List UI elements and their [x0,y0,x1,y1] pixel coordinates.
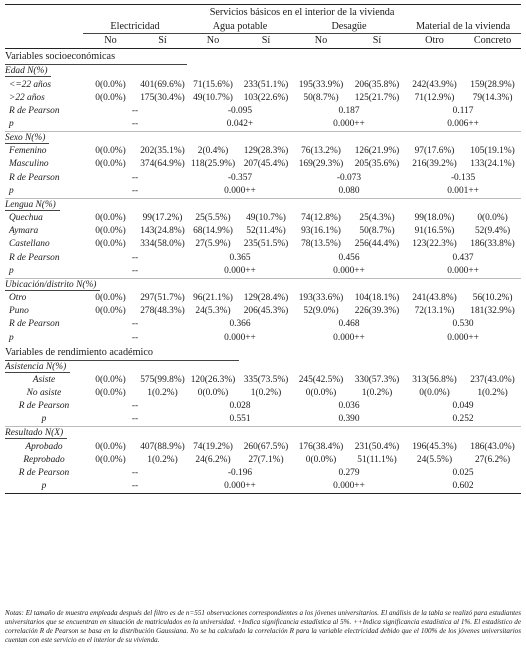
table-cell: 237(43.0%) [470,375,515,386]
stat-value: -- [131,105,139,116]
table-cell: 195(33.9%) [298,79,344,90]
stat-label: p [41,414,47,425]
table-cell: 71(12.9%) [414,92,455,103]
services-table [5,4,521,494]
stat-value: 0.000++ [224,185,256,196]
table-cell: 0(0.0%) [95,92,126,103]
stat-label: R de Pearson [9,319,60,330]
stat-value: 0.000++ [293,480,405,494]
table-cell: 226(39.3%) [354,306,400,317]
stat-value: -0.357 [227,172,253,183]
group-title-edad: Edad N(%) [5,66,51,77]
table-cell: 123(22.3%) [412,239,457,250]
table-cell: 245(42.5%) [298,375,344,386]
stat-value: 0.252 [452,414,474,425]
table-cell: 99(17.2%) [142,213,183,224]
table-cell: 186(33.8%) [470,239,515,250]
table-cell: 181(32.9%) [470,306,515,317]
table-cell: 401(69.6%) [140,79,185,90]
table-cell: 52(9.0%) [303,306,339,317]
table-cell: 91(16.5%) [414,226,455,237]
table-cell: 0(0.0%) [95,226,126,237]
table-cell: 24(5.5%) [416,455,453,466]
stat-value: -- [131,265,139,276]
table-row [5,225,521,238]
stat-value: -- [131,185,139,196]
table-cell: 297(51.7%) [140,293,185,304]
stat-value: 0.390 [338,414,360,425]
stat-value: -0.196 [227,468,253,479]
table-row [5,305,521,318]
stat-value: 0.006++ [447,118,479,129]
table-cell: 120(26.3%) [190,375,236,386]
table-cell: 1(0.2%) [147,455,178,466]
table-cell: 278(48.3%) [140,306,185,317]
stat-value: 0.187 [338,105,360,116]
stat-value: 0.049 [452,401,474,412]
stat-value: 0.001++ [447,185,479,196]
section-title-academic: Variables de rendimiento académico [5,345,239,361]
table-cell: 93(16.1%) [301,226,341,237]
table-cell: 0(0.0%) [95,159,126,170]
table-cell: 79(14.3%) [472,92,513,103]
table-row [5,158,521,171]
table-cell: 27(6.2%) [474,455,511,466]
stat-value: 0.000++ [224,332,256,343]
table-cell: 133(24.1%) [470,159,515,170]
row-label: >22 años [9,92,45,103]
table-cell: 407(88.9%) [140,441,185,452]
stat-value: -- [131,401,139,412]
pearson-row [5,467,521,480]
subheader-cell: No [83,34,138,49]
stat-value: 0.117 [452,105,474,116]
stat-value: 0.000++ [187,480,293,494]
table-cell: 260(67.5%) [243,441,289,452]
stat-value: -- [131,252,139,263]
table-cell: 575(99.8%) [140,375,185,386]
table-row [5,441,521,454]
table-cell: 0(0.0%) [95,293,126,304]
stat-label: R de Pearson [9,252,60,263]
table-cell: 27(5.9%) [195,239,231,250]
stat-value: 0.366 [229,319,251,330]
table-row [5,92,521,105]
table-cell: 0(0.0%) [305,455,337,466]
table-row [5,387,521,400]
table-cell: 25(5.5%) [195,213,231,224]
subheader-cell: Sí [349,34,405,49]
group-header-agua: Agua potable [187,20,293,34]
table-cell: 196(45.3%) [412,441,457,452]
table-cell: 334(58.0%) [140,239,185,250]
stat-value: -- [83,480,187,494]
table-cell: 169(29.3%) [298,159,344,170]
table-cell: 97(17.6%) [414,146,455,157]
group-header-electricidad: Electricidad [83,20,187,34]
table-cell: 242(43.9%) [412,79,457,90]
row-label: Aprobado [25,441,63,452]
stat-value: 0.025 [452,468,474,479]
table-cell: 231(50.4%) [354,441,400,452]
table-row [5,374,521,387]
group-title-lengua: Lengua N(%) [5,200,60,211]
stat-value: 0.028 [229,401,251,412]
table-cell: 0(0.0%) [95,213,126,224]
table-cell: 374(64.9%) [140,159,185,170]
table-cell: 176(38.4%) [298,441,344,452]
subheader-cell: Sí [239,34,293,49]
table-cell: 0(0.0%) [95,146,126,157]
stat-value: -- [131,319,139,330]
table-cell: 0(0.0%) [95,306,126,317]
stat-value: 0.000++ [447,332,479,343]
table-cell: 202(35.1%) [140,146,185,157]
group-title-asistencia: Asistencia N(%) [5,362,70,373]
stat-label: R de Pearson [9,172,60,183]
table-cell: 1(0.2%) [147,388,178,399]
pvalue-row [5,332,521,345]
table-cell: 330(57.3%) [354,375,400,386]
table-cell: 313(56.8%) [412,375,457,386]
table-cell: 233(51.1%) [243,79,289,90]
stat-value: 0.036 [338,401,360,412]
table-cell: 1(0.2%) [361,388,393,399]
table-cell: 52(11.4%) [246,226,286,237]
table-cell: 25(4.3%) [359,213,395,224]
pearson-row [5,400,521,413]
table-row [5,212,521,225]
table-cell: 126(21.9%) [354,146,400,157]
table-row [5,79,521,92]
table-cell: 205(35.6%) [354,159,400,170]
pvalue-row [5,265,521,279]
table-cell: 241(43.8%) [412,293,457,304]
table-cell: 256(44.4%) [354,239,400,250]
table-cell: 56(10.2%) [472,293,513,304]
pvalue-row [5,480,521,494]
pvalue-row [5,413,521,427]
stat-label: R de Pearson [18,401,70,412]
stat-value: 0.000++ [333,265,365,276]
table-cell: 49(10.7%) [193,92,233,103]
stat-label: R de Pearson [18,468,70,479]
table-row [5,292,521,305]
table-cell: 216(39.2%) [412,159,457,170]
pvalue-row [5,118,521,132]
pearson-row [5,318,521,331]
stat-value: 0.000++ [333,332,365,343]
table-row [5,145,521,158]
table-cell: 129(28.3%) [243,146,289,157]
row-label: Otro [9,293,27,304]
table-cell: 118(25.9%) [190,159,236,170]
row-label: Castellano [9,239,50,250]
table-cell: 103(22.6%) [243,92,289,103]
table-cell: 24(6.2%) [195,455,231,466]
table-cell: 74(19.2%) [193,441,233,452]
stat-value: -- [131,414,139,425]
table-cell: 0(0.0%) [95,441,126,452]
table-cell: 1(0.2%) [250,388,282,399]
table-cell: 52(9.4%) [474,226,511,237]
section-title-socio: Variables socioeconómicas [5,49,187,65]
table-cell: 104(18.1%) [354,293,400,304]
table-cell: 99(18.0%) [414,213,455,224]
table-cell: 51(11.1%) [357,455,397,466]
table-cell: 129(28.4%) [243,293,289,304]
table-cell: 72(13.1%) [414,306,455,317]
stat-value: -0.095 [227,105,253,116]
group-title-resultado: Resultado N(X) [5,428,67,439]
table-cell: 49(10.7%) [246,213,286,224]
row-label: Femenino [9,146,47,157]
group-header-desague: Desagüe [293,20,405,34]
group-title-sexo: Sexo N(%) [5,133,49,144]
stat-value: 0.551 [229,414,251,425]
table-row [5,454,521,467]
table-cell: 0(0.0%) [197,388,229,399]
stat-label: p [9,185,14,196]
table-cell: 193(33.6%) [298,293,344,304]
table-cell: 335(73.5%) [243,375,289,386]
table-cell: 50(8.7%) [303,92,339,103]
table-cell: 206(45.3%) [243,306,289,317]
stat-value: 0.456 [338,252,360,263]
subheader-cell: Otro [405,34,464,49]
subheader-cell: No [187,34,239,49]
group-title-ubicacion: Ubicación/distrito N(%) [5,280,100,291]
stat-value: 0.279 [338,468,360,479]
table-notes: Notas: El tamaño de muestra empleada después del filtro es de n=551 observaciones correspondientes a los jóvenes universitarios. El análisis de la tabla se realizó para estudiantes universitarios que se encuentran en situación de matriculados en la universidad. +Indica significancia estadística al 5%. ++Indica significancia estadística al 1%. El estadístico de correlación R de Pearson se basa en la distribución Gaussiana. No se ha calculado la correlación R para la variable electricidad debido que el 100% de los jóvenes universitarios cuentan con este servicio en el interior de su vivienda. [5,609,521,644]
pearson-row [5,252,521,265]
stat-value: 0.000++ [333,118,365,129]
table-cell: 105(19.1%) [470,146,515,157]
table-cell: 175(30.4%) [140,92,185,103]
pearson-row [5,105,521,118]
stat-value: -- [131,332,139,343]
stat-value: -0.073 [336,172,362,183]
row-label: Masculino [9,159,49,170]
pearson-row [5,172,521,185]
subheader-cell: Sí [138,34,187,49]
group-header-material: Material de la vivienda [405,20,521,34]
stat-label: p [9,332,14,343]
stat-label: p [9,118,14,129]
stat-value: 0.000++ [224,265,256,276]
table-cell: 207(45.4%) [243,159,289,170]
stat-value: 0.365 [229,252,251,263]
stat-label: p [9,265,14,276]
table-cell: 68(14.9%) [193,226,233,237]
table-cell: 0(0.0%) [477,213,508,224]
table-cell: 74(12.8%) [301,213,341,224]
table-cell: 78(13.5%) [301,239,341,250]
row-label: Reprobado [23,455,65,466]
table-cell: 235(51.5%) [243,239,289,250]
row-label: No asiste [26,388,62,399]
table-cell: 27(7.1%) [248,455,284,466]
table-cell: 159(28.9%) [470,79,515,90]
table-cell: 186(43.0%) [470,441,515,452]
pvalue-row [5,185,521,199]
stat-value: -- [131,118,139,129]
table-cell: 0(0.0%) [419,388,450,399]
stat-value: -- [131,172,139,183]
table-cell: 0(0.0%) [95,455,126,466]
stat-value: 0.000++ [447,265,479,276]
row-label: Aymara [9,226,39,237]
subheader-cell: Concreto [464,34,521,49]
stat-value: 0.468 [338,319,360,330]
stat-value: -- [131,468,139,479]
stat-value: 0.080 [338,185,360,196]
row-label: Asiste [32,375,56,386]
row-label: Puno [9,306,29,317]
table-cell: 96(21.1%) [193,293,233,304]
table-row [5,238,521,251]
table-cell: 143(24.8%) [140,226,185,237]
table-cell: 2(0.4%) [197,146,229,157]
table-cell: 0(0.0%) [305,388,337,399]
subheader-cell: No [293,34,349,49]
stat-value: -0.135 [450,172,476,183]
table-cell: 1(0.2%) [477,388,508,399]
table-cell: 0(0.0%) [95,239,126,250]
table-cell: 24(5.3%) [195,306,231,317]
table-cell: 76(13.2%) [301,146,341,157]
row-label: <=22 años [9,79,52,90]
stat-value: 0.602 [405,480,521,494]
table-cell: 125(21.7%) [354,92,400,103]
stat-value: 0.042+ [226,118,254,129]
table-cell: 0(0.0%) [95,375,126,386]
table-cell: 0(0.0%) [95,79,126,90]
row-label: Quechua [9,213,43,224]
table-main-title: Servicios básicos en el interior de la vivienda [209,7,395,18]
stat-value: 0.437 [452,252,474,263]
table-cell: 0(0.0%) [95,388,126,399]
table-cell: 206(35.8%) [354,79,400,90]
stat-label: p [5,480,83,494]
stat-value: 0.530 [452,319,474,330]
table-cell: 71(15.6%) [193,79,233,90]
table-cell: 50(8.7%) [359,226,395,237]
stat-label: R de Pearson [9,105,60,116]
